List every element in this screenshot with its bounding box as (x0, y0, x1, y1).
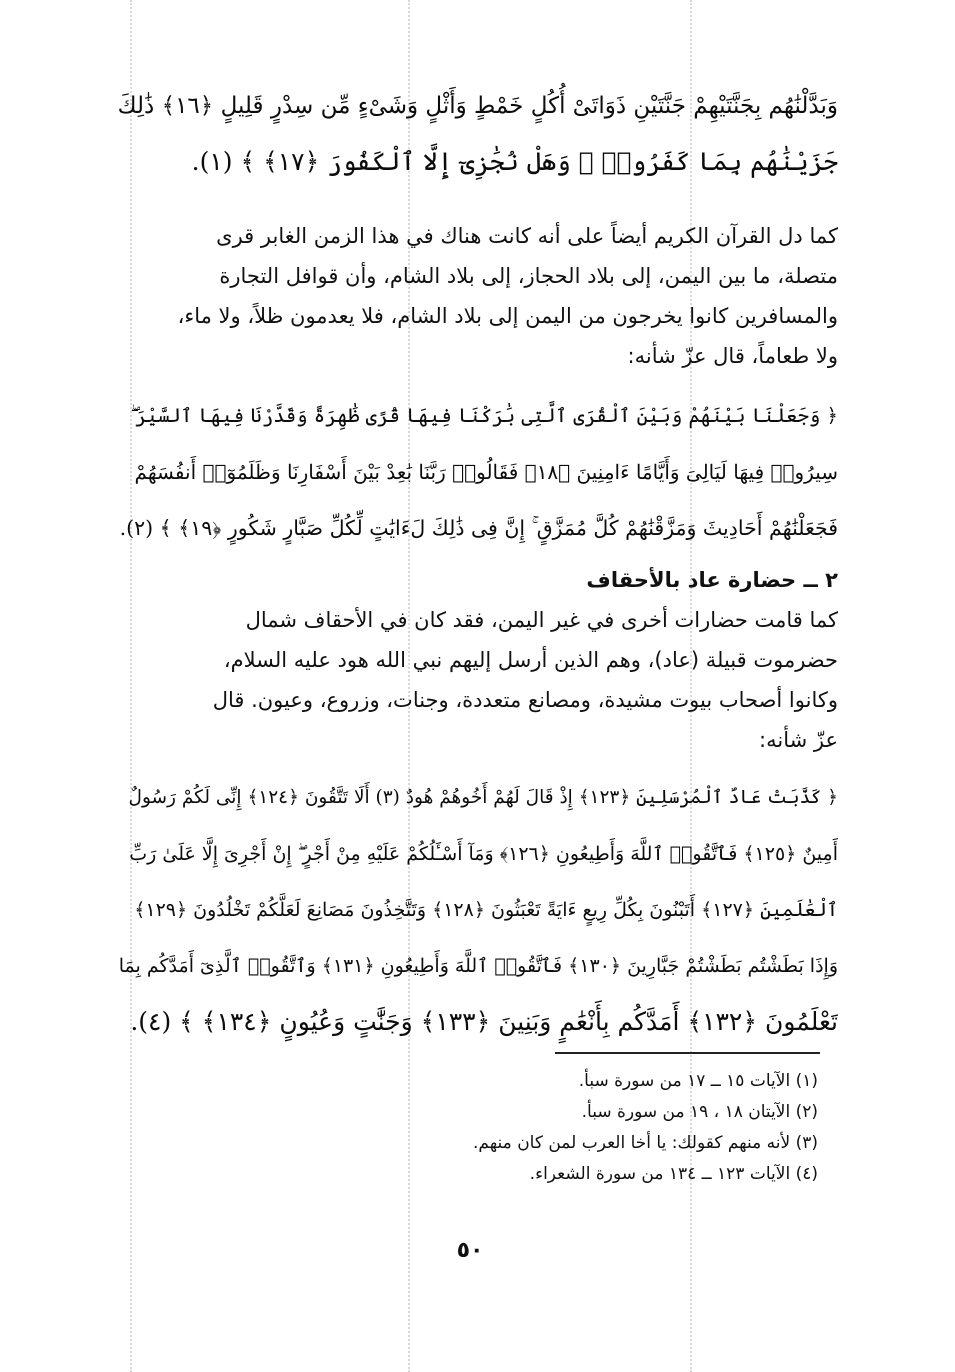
quran-verse-block-2 (118, 388, 838, 556)
verse-line: جَزَيْنَٰهُم بِمَا كَفَرُوا۟ ۖ وَهَلْ نُجَٰزِىٓ إِلَّا ٱلْكَفُورَ ﴿١٧﴾ ﴾ (١). (191, 147, 838, 176)
verse-line: سِيرُوا۟ فِيهَا لَيَالِىَ وَأَيَّامًا ءَامِنِينَ ﴿١٨﴾ فَقَالُوا۟ رَبَّنَا بَٰعِدْ بَيْنَ أَسْفَارِنَا وَظَلَمُوٓا۟ أَنفُسَهُمْ (134, 460, 838, 484)
verse-line: تَعْلَمُونَ ﴿١٣٢﴾ أَمَدَّكُم بِأَنْعَٰمٍ وَبَنِينَ ﴿١٣٣﴾ وَجَنَّٰتٍ وَعُيُونٍ ﴿١٣٤﴾ ﴾ (٤). (130, 1007, 838, 1036)
footnote: (١) الآيات ١٥ ــ ١٧ من سورة سبأ. (578, 1071, 818, 1091)
quran-verse-block-1 (118, 78, 838, 190)
verse-line: وَبَدَّلْنَٰهُم بِجَنَّتَيْهِمْ جَنَّتَيْنِ ذَوَاتَىْ أُكُلٍ خَمْطٍ وَأَثْلٍ وَشَىْءٍ مِّن سِدْرٍ قَلِيلٍ ﴿١٦﴾ ذَٰلِكَ (118, 93, 838, 119)
paragraph-1 (118, 216, 838, 376)
verse-line: فَجَعَلْنَٰهُمْ أَحَادِيثَ وَمَزَّقْنَٰهُمْ كُلَّ مُمَزَّقٍ ۚ إِنَّ فِى ذَٰلِكَ لَءَايَٰتٍ لِّكُلِّ صَبَّارٍ شَكُورٍ ﴿١٩﴾ ﴾ (٢). (119, 516, 838, 540)
footnotes (118, 1066, 818, 1190)
page-number: ٥٠ (456, 1238, 484, 1263)
footnote: (٣) لأنه منهم كقولك: يا أخا العرب لمن كان منهم. (473, 1133, 818, 1153)
paragraph-line: والمسافرين كانوا يخرجون من اليمن إلى بلاد الشام، فلا يعدمون ظلاً، ولا ماء، (177, 304, 838, 328)
paragraph-line: متصلة، ما بين اليمن، إلى بلاد الحجاز، إلى بلاد الشام، وأن قوافل التجارة (219, 264, 838, 288)
section-heading: ٢ ــ حضارة عاد بالأحقاف (586, 568, 838, 592)
quran-verse-block-3 (118, 770, 838, 1050)
verse-line: وَإِذَا بَطَشْتُم بَطَشْتُمْ جَبَّارِينَ ﴿١٣٠﴾ فَٱتَّقُوا۟ ٱللَّهَ وَأَطِيعُونِ ﴿١٣١﴾ وَٱتَّقُوا۟ ٱلَّذِىٓ أَمَدَّكُم بِمَا (118, 955, 838, 977)
paragraph-line: حضرموت قبيلة (عاد)، وهم الذين أرسل إليهم نبي الله هود عليه السلام، (223, 648, 838, 672)
verse-line: ﴿ وَجَعَلْنَا بَيْنَهُمْ وَبَيْنَ ٱلْقُرَى ٱلَّتِى بَٰرَكْنَا فِيهَا قُرًى ظَٰهِرَةً وَقَدَّرْنَا فِيهَا ٱلسَّيْرَ ۖ (130, 404, 838, 427)
paragraph-line: كما قامت حضارات أخرى في غير اليمن، فقد كان في الأحقاف شمال (245, 608, 838, 632)
paragraph-line: ولا طعاماً، قال عزّ شأنه: (627, 344, 838, 368)
paragraph-line: عزّ شأنه: (759, 728, 838, 752)
paragraph-line: وكانوا أصحاب بيوت مشيدة، ومصانع متعددة، وجنات، وزروع، وعيون. قال (212, 688, 838, 712)
paragraph-line: كما دل القرآن الكريم أيضاً على أنه كانت هناك في هذا الزمن الغابر قرى (216, 224, 838, 248)
verse-line: ﴿ كَذَّبَتْ عَادٌ ٱلْمُرْسَلِينَ ﴿١٢٣﴾ إِذْ قَالَ لَهُمْ أَخُوهُمْ هُودٌ (٣) أَلَا تَتَّقُونَ ﴿١٢٤﴾ إِنِّى لَكُمْ رَسُولٌ (128, 787, 838, 808)
verse-line: ٱلْعَٰلَمِينَ ﴿١٢٧﴾ أَتَبْنُونَ بِكُلِّ رِيعٍ ءَايَةً تَعْبَثُونَ ﴿١٢٨﴾ وَتَتَّخِذُونَ مَصَانِعَ لَعَلَّكُمْ تَخْلُدُونَ ﴿١٢٩﴾ (134, 899, 838, 921)
footnote: (٢) الآيتان ١٨ ، ١٩ من سورة سبأ. (581, 1102, 818, 1122)
footnote: (٤) الآيات ١٢٣ ــ ١٣٤ من سورة الشعراء. (529, 1164, 818, 1184)
verse-line: أَمِينٌ ﴿١٢٥﴾ فَٱتَّقُوا۟ ٱللَّهَ وَأَطِيعُونِ ﴿١٢٦﴾ وَمَآ أَسْـَٔلُكُمْ عَلَيْهِ مِنْ أَجْرٍ ۖ إِنْ أَجْرِىَ إِلَّا عَلَىٰ رَبِّ (129, 843, 838, 865)
paragraph-2 (118, 600, 838, 760)
footnote-divider (555, 1052, 820, 1054)
